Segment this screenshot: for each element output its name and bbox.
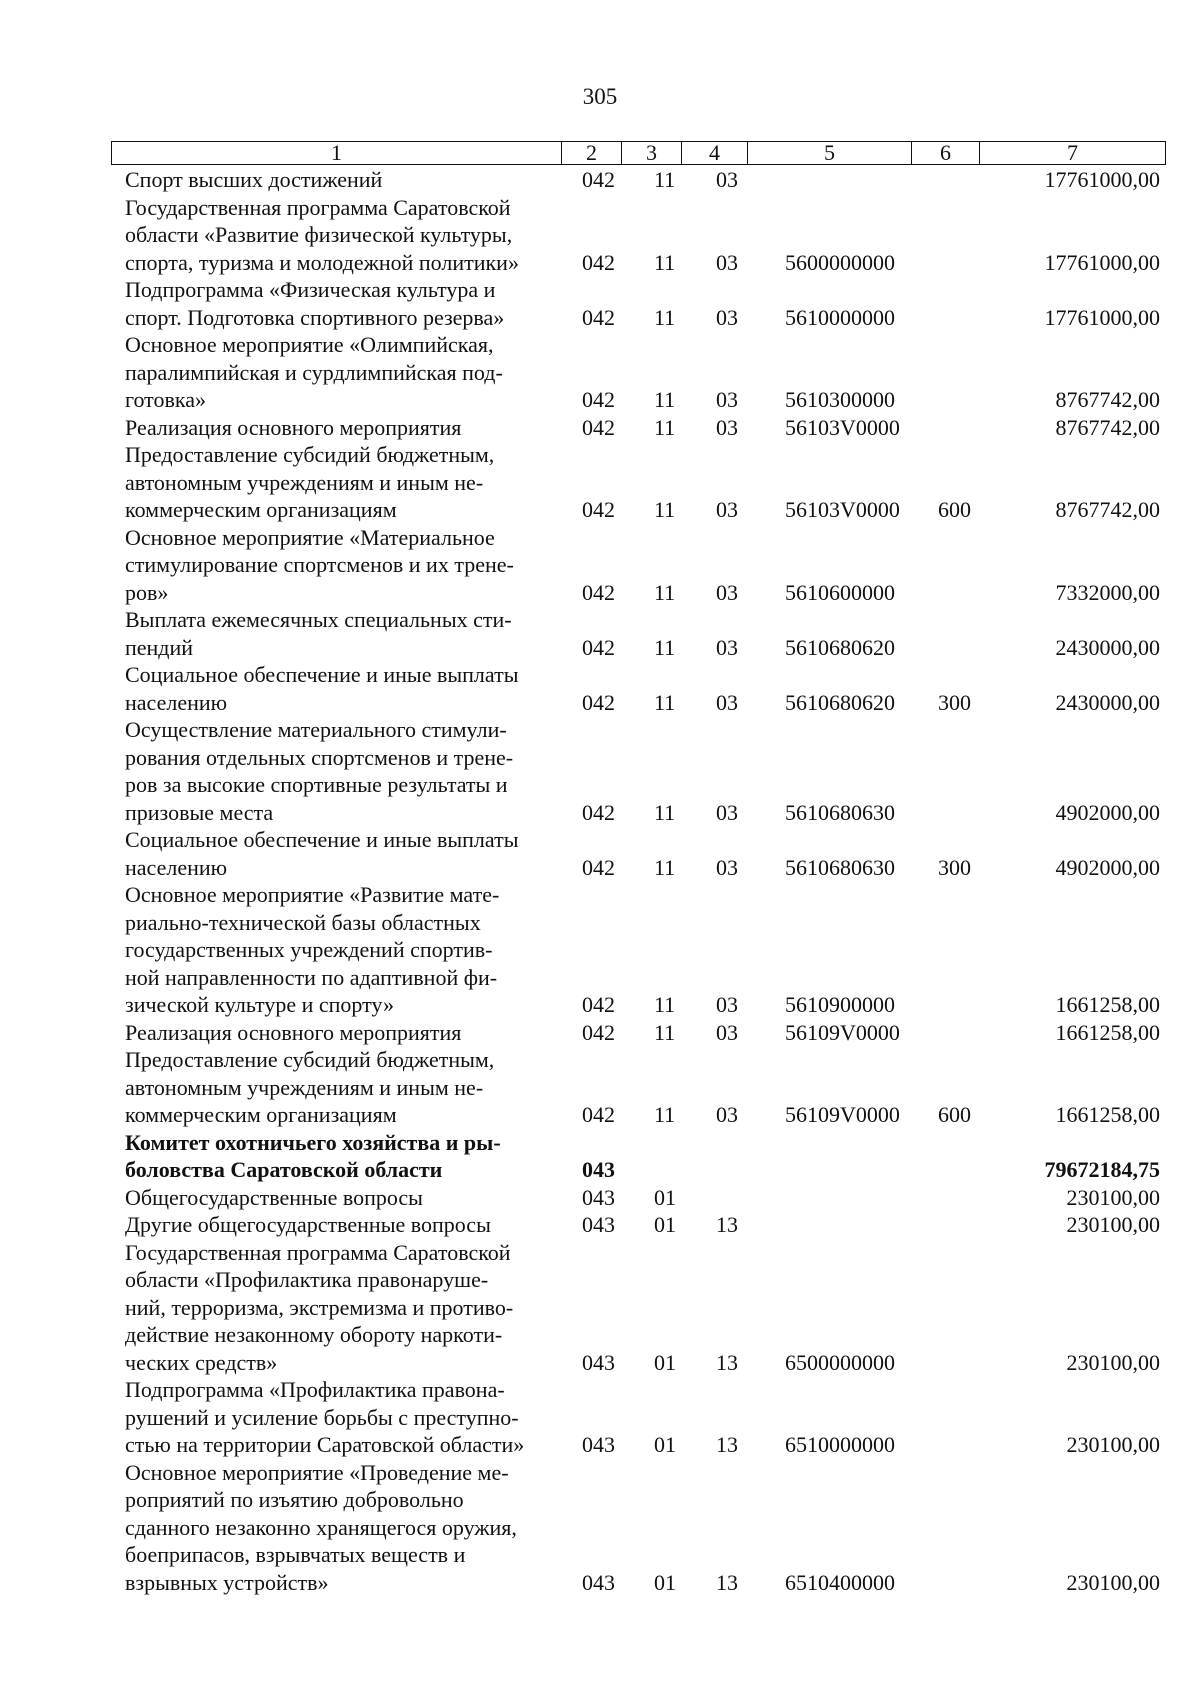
cell-col-4: 03 (716, 799, 738, 825)
cell-col-2: 042 (582, 1102, 615, 1127)
description-line: стимулирование спортсменов и их трене- (125, 552, 514, 577)
row-description (125, 606, 565, 661)
table-row (0, 606, 1200, 661)
description-line: Спорт высших достижений (125, 167, 383, 192)
description-line: автономным учреждениям и иным не- (125, 469, 484, 495)
cell-col-3: 11 (654, 579, 676, 605)
cell-col-4: 03 (716, 167, 738, 192)
description-line: Общегосударственные вопросы (125, 1184, 423, 1210)
cell-col-5: 5610680630 (785, 854, 895, 880)
description-line: ной направленности по адаптивной фи- (125, 964, 498, 990)
cell-col-2: 042 (582, 799, 615, 825)
cell-col-3: 11 (654, 689, 676, 715)
cell-col-2: 042 (582, 304, 615, 330)
cell-col-5: 6510400000 (785, 1569, 895, 1595)
row-description (125, 881, 565, 1019)
column-header-1: 1 (112, 142, 562, 165)
description-line: боловства Саратовской области (125, 1157, 443, 1182)
description-line: Другие общегосударственные вопросы (125, 1212, 491, 1237)
table-row (0, 441, 1200, 524)
cell-col-5: 5610900000 (785, 992, 895, 1017)
cell-col-2: 042 (582, 387, 615, 412)
page-number: 305 (582, 84, 618, 109)
cell-col-4: 03 (716, 387, 738, 412)
description-line: Предоставление субсидий бюджетным, (125, 442, 495, 467)
cell-col-7: 7332000,00 (1055, 579, 1160, 605)
description-line: роприятий по изъятию добровольно (125, 1487, 464, 1512)
cell-col-4: 13 (716, 1212, 738, 1237)
cell-col-7: 8767742,00 (1055, 414, 1160, 440)
cell-col-4: 03 (716, 689, 738, 715)
table-row (0, 716, 1200, 826)
row-description (125, 1459, 565, 1597)
row-description (125, 826, 565, 881)
description-line: рушений и усиление борьбы с преступно- (125, 1404, 519, 1430)
description-line: ров за высокие спортивные результаты и (125, 772, 508, 797)
row-description (125, 524, 565, 607)
description-line: области «Профилактика правонаруше- (125, 1267, 489, 1292)
description-line: зической культуре и спорту» (125, 992, 395, 1017)
description-line: автономным учреждениям и иным не- (125, 1074, 484, 1100)
table-row (0, 166, 1200, 194)
description-line: Государственная программа Саратовской (125, 1239, 511, 1265)
description-line: Социальное обеспечение и иные выплаты (125, 662, 519, 687)
cell-col-2: 043 (582, 1432, 615, 1457)
cell-col-7: 17761000,00 (1044, 304, 1160, 330)
table-row (0, 661, 1200, 716)
description-line: Основное мероприятие «Развитие мате- (125, 882, 500, 907)
description-line: Социальное обеспечение и иные выплаты (125, 827, 519, 852)
cell-col-4: 03 (716, 579, 738, 605)
row-description (125, 1046, 565, 1129)
cell-col-5: 56103V0000 (785, 414, 900, 440)
table-row (0, 881, 1200, 1019)
cell-col-5: 5610300000 (785, 387, 895, 412)
description-line: риально-технической базы областных (125, 909, 481, 935)
cell-col-4: 03 (716, 497, 738, 522)
description-line: пендий (125, 634, 194, 660)
column-header-4: 4 (682, 142, 748, 165)
cell-col-2: 042 (582, 579, 615, 605)
description-line: Реализация основного мероприятия (125, 414, 462, 440)
cell-col-2: 042 (582, 249, 615, 275)
cell-col-3: 11 (654, 497, 676, 522)
description-line: Осуществление материального стимули- (125, 717, 507, 742)
description-line: Основное мероприятие «Проведение ме- (125, 1459, 509, 1485)
table-row (0, 194, 1200, 277)
description-line: Подпрограмма «Профилактика правона- (125, 1377, 505, 1402)
cell-col-4: 03 (716, 249, 738, 275)
cell-col-4: 13 (716, 1349, 738, 1375)
cell-col-3: 01 (654, 1349, 676, 1375)
cell-col-3: 11 (654, 167, 676, 192)
cell-col-7: 1661258,00 (1055, 1102, 1160, 1127)
cell-col-3: 11 (654, 992, 676, 1017)
row-description (125, 331, 565, 414)
cell-col-5: 5600000000 (785, 249, 895, 275)
table-row (0, 1239, 1200, 1377)
cell-col-3: 11 (654, 249, 676, 275)
cell-col-2: 042 (582, 992, 615, 1017)
row-description (125, 661, 565, 716)
description-line: ческих средств» (125, 1349, 278, 1375)
cell-col-7: 2430000,00 (1055, 689, 1160, 715)
row-description (125, 1376, 565, 1459)
description-line: спорта, туризма и молодежной политики» (125, 249, 519, 275)
cell-col-3: 11 (654, 854, 676, 880)
table-row (0, 1019, 1200, 1047)
cell-col-7: 17761000,00 (1044, 167, 1160, 192)
row-description (125, 1211, 565, 1239)
cell-col-5: 56109V0000 (785, 1019, 900, 1045)
cell-col-5: 56109V0000 (785, 1102, 900, 1127)
row-description (125, 1019, 565, 1047)
table-row (0, 414, 1200, 442)
description-line: ний, терроризма, экстремизма и противо- (125, 1294, 514, 1320)
description-line: призовые места (125, 799, 274, 825)
cell-col-2: 042 (582, 1019, 615, 1045)
cell-col-6: 600 (938, 497, 971, 522)
cell-col-7: 79672184,75 (1044, 1157, 1160, 1182)
cell-col-6: 300 (938, 689, 971, 715)
column-header-3: 3 (622, 142, 682, 165)
cell-col-7: 230100,00 (1066, 1432, 1160, 1457)
cell-col-7: 2430000,00 (1055, 634, 1160, 660)
cell-col-3: 11 (654, 304, 676, 330)
description-line: взрывных устройств» (125, 1569, 329, 1595)
table-row (0, 826, 1200, 881)
column-header-6: 6 (912, 142, 980, 165)
row-description (125, 1184, 565, 1212)
cell-col-2: 042 (582, 854, 615, 880)
description-line: спорт. Подготовка спортивного резерва» (125, 304, 505, 330)
table-row (0, 1211, 1200, 1239)
cell-col-4: 13 (716, 1432, 738, 1457)
cell-col-2: 042 (582, 414, 615, 440)
description-line: Основное мероприятие «Олимпийская, (125, 332, 494, 357)
cell-col-4: 13 (716, 1569, 738, 1595)
table-row (0, 1046, 1200, 1129)
cell-col-4: 03 (716, 304, 738, 330)
row-description (125, 414, 565, 442)
table-row (0, 276, 1200, 331)
cell-col-5: 6500000000 (785, 1349, 895, 1375)
table-row (0, 331, 1200, 414)
table-row (0, 1376, 1200, 1459)
description-line: населению (125, 689, 228, 715)
description-line: государственных учреждений спортив- (125, 937, 493, 962)
description-line: Государственная программа Саратовской (125, 194, 511, 220)
cell-col-7: 4902000,00 (1055, 799, 1160, 825)
cell-col-2: 043 (582, 1212, 615, 1237)
cell-col-2: 043 (582, 1157, 615, 1182)
cell-col-7: 230100,00 (1066, 1184, 1160, 1210)
cell-col-3: 11 (654, 634, 676, 660)
cell-col-5: 5610680630 (785, 799, 895, 825)
cell-col-3: 11 (654, 414, 676, 440)
cell-col-7: 4902000,00 (1055, 854, 1160, 880)
row-description (125, 194, 565, 277)
description-line: готовка» (125, 387, 207, 412)
description-line: Комитет охотничьего хозяйства и ры- (125, 1129, 501, 1155)
cell-col-5: 5610000000 (785, 304, 895, 330)
cell-col-3: 11 (654, 1102, 676, 1127)
description-line: Основное мероприятие «Материальное (125, 524, 495, 550)
cell-col-7: 230100,00 (1066, 1569, 1160, 1595)
cell-col-7: 17761000,00 (1044, 249, 1160, 275)
cell-col-7: 8767742,00 (1055, 387, 1160, 412)
table-row (0, 1129, 1200, 1184)
description-line: Реализация основного мероприятия (125, 1019, 462, 1045)
cell-col-7: 1661258,00 (1055, 992, 1160, 1017)
description-line: области «Развитие физической культуры, (125, 222, 513, 247)
description-line: паралимпийская и сурдлимпийская под- (125, 359, 503, 385)
row-description (125, 1129, 565, 1184)
table-row (0, 1459, 1200, 1597)
column-header-row (112, 142, 1166, 165)
description-line: сданного незаконно хранящегося оружия, (125, 1514, 517, 1540)
cell-col-4: 03 (716, 992, 738, 1017)
cell-col-2: 043 (582, 1184, 615, 1210)
column-header-5: 5 (748, 142, 912, 165)
cell-col-3: 01 (654, 1432, 676, 1457)
cell-col-5: 5610680620 (785, 689, 895, 715)
column-header-table (111, 141, 1166, 165)
description-line: Предоставление субсидий бюджетным, (125, 1047, 495, 1072)
table-row (0, 1184, 1200, 1212)
row-description (125, 276, 565, 331)
cell-col-6: 600 (938, 1102, 971, 1127)
cell-col-4: 03 (716, 854, 738, 880)
cell-col-4: 03 (716, 414, 738, 440)
description-line: действие незаконному обороту наркоти- (125, 1322, 503, 1347)
row-description (125, 716, 565, 826)
cell-col-4: 03 (716, 1102, 738, 1127)
cell-col-4: 03 (716, 1019, 738, 1045)
table-row (0, 524, 1200, 607)
description-line: боеприпасов, взрывчатых веществ и (125, 1542, 466, 1567)
cell-col-2: 042 (582, 634, 615, 660)
cell-col-3: 11 (654, 387, 676, 412)
cell-col-7: 230100,00 (1066, 1212, 1160, 1237)
cell-col-7: 8767742,00 (1055, 497, 1160, 522)
description-line: стью на территории Саратовской области» (125, 1432, 525, 1457)
column-header-2: 2 (562, 142, 622, 165)
cell-col-3: 01 (654, 1184, 676, 1210)
row-description (125, 441, 565, 524)
description-line: рования отдельных спортсменов и трене- (125, 744, 514, 770)
description-line: коммерческим организациям (125, 1102, 397, 1127)
cell-col-2: 043 (582, 1349, 615, 1375)
cell-col-3: 01 (654, 1212, 676, 1237)
column-header-7: 7 (980, 142, 1166, 165)
cell-col-5: 56103V0000 (785, 497, 900, 522)
cell-col-3: 11 (654, 799, 676, 825)
cell-col-2: 042 (582, 497, 615, 522)
cell-col-7: 230100,00 (1066, 1349, 1160, 1375)
cell-col-7: 1661258,00 (1055, 1019, 1160, 1045)
cell-col-6: 300 (938, 854, 971, 880)
cell-col-4: 03 (716, 634, 738, 660)
cell-col-5: 5610600000 (785, 579, 895, 605)
row-description (125, 1239, 565, 1377)
cell-col-2: 043 (582, 1569, 615, 1595)
cell-col-3: 01 (654, 1569, 676, 1595)
row-description (125, 166, 565, 194)
cell-col-5: 6510000000 (785, 1432, 895, 1457)
description-line: Подпрограмма «Физическая культура и (125, 277, 496, 302)
cell-col-5: 5610680620 (785, 634, 895, 660)
description-line: Выплата ежемесячных специальных сти- (125, 607, 512, 632)
description-line: коммерческим организациям (125, 497, 397, 522)
cell-col-3: 11 (654, 1019, 676, 1045)
description-line: ров» (125, 579, 169, 605)
cell-col-2: 042 (582, 689, 615, 715)
description-line: населению (125, 854, 228, 880)
cell-col-2: 042 (582, 167, 615, 192)
